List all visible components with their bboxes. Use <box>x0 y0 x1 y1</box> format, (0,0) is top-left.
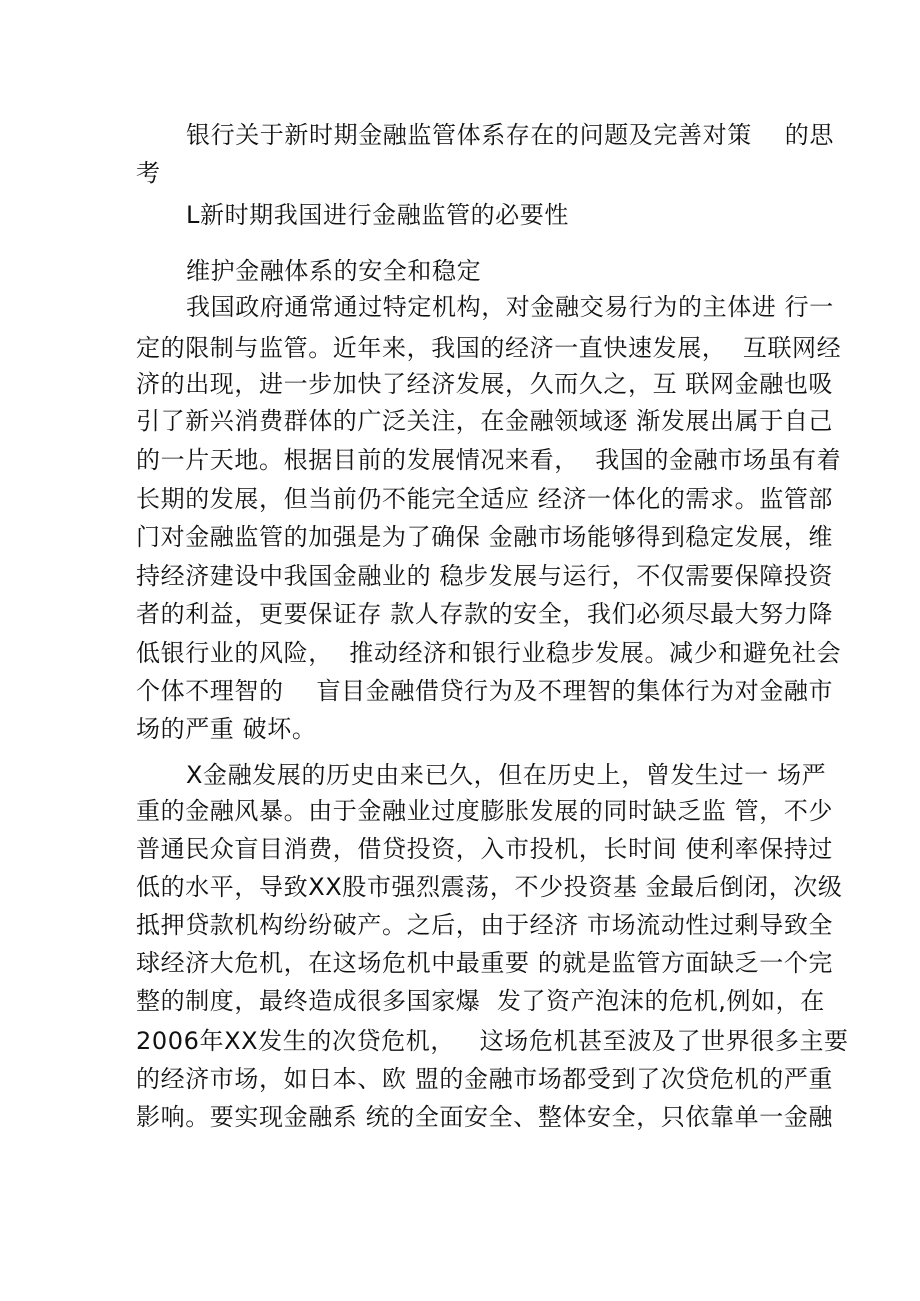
paragraph-1-line-9: 者的利益，更要保证存 款人存款的安全，我们必须尽最大努力降 <box>136 600 834 628</box>
paragraph-2-line-5: 抵押贷款机构纷纷破产。之后，由于经济 市场流动性过剩导致全 <box>136 911 834 939</box>
subsection-heading: 维护金融体系的安全和稳定 <box>186 257 482 285</box>
paragraph-2-line-6: 球经济大危机，在这场危机中最重要 的就是监管方面缺乏一个完 <box>136 949 834 977</box>
paragraph-2-line-8: 2006年XX发生的次贷危机， 这场危机甚至波及了世界很多主要 <box>136 1027 849 1055</box>
paragraph-1-line-8: 持经济建设中我国金融业的 稳步发展与运行，不仅需要保障投资 <box>136 562 834 590</box>
paragraph-2-line-9: 的经济市场，如日本、欧 盟的金融市场都受到了次贷危机的严重 <box>136 1065 834 1093</box>
paragraph-2-line-10: 影响。要实现金融系 统的全面安全、整体安全，只依靠单一金融 <box>136 1103 834 1131</box>
paragraph-1-line-12: 场的严重 破坏。 <box>136 715 317 743</box>
paragraph-1-line-11: 个体不理智的 盲目金融借贷行为及不理智的集体行为对金融市 <box>136 677 834 705</box>
paragraph-1-line-5: 的一片天地。根据目前的发展情况来看， 我国的金融市场虽有着 <box>136 446 842 474</box>
paragraph-1-line-6: 长期的发展，但当前仍不能完全适应 经济一体化的需求。监管部 <box>136 485 834 513</box>
paragraph-1-line-4: 引了新兴消费群体的广泛关注，在金融领域逐 渐发展出属于自己 <box>136 407 834 435</box>
paragraph-2-line-7: 整的制度，最终造成很多国家爆 发了资产泡沫的危机,例如，在 <box>136 987 825 1015</box>
document-title-line-2: 考 <box>136 159 161 187</box>
document-title-line-1: 银行关于新时期金融监管体系存在的问题及完善对策 的思 <box>186 121 834 149</box>
paragraph-1-line-3: 济的出现，进一步加快了经济发展，久而久之，互 联网金融也吸 <box>136 370 834 398</box>
paragraph-1-line-1: 我国政府通常通过特定机构，对金融交易行为的主体进 行一 <box>186 293 834 321</box>
paragraph-2-line-4: 低的水平，导致XX股市强烈震荡，不少投资基 金最后倒闭，次级 <box>136 873 843 901</box>
paragraph-1-line-7: 门对金融监管的加强是为了确保 金融市场能够得到稳定发展，维 <box>136 523 834 551</box>
section-heading: L新时期我国进行金融监管的必要性 <box>186 201 569 229</box>
paragraph-2-line-1: X金融发展的历史由来已久，但在历史上，曾发生过一 场严 <box>186 761 827 789</box>
paragraph-1-line-2: 定的限制与监管。近年来，我国的经济一直快速发展， 互联网经 <box>136 334 842 362</box>
paragraph-1-line-10: 低银行业的风险， 推动经济和银行业稳步发展。减少和避免社会 <box>136 639 842 667</box>
paragraph-2-line-2: 重的金融风暴。由于金融业过度膨胀发展的同时缺乏监 管，不少 <box>136 797 834 825</box>
paragraph-2-line-3: 普通民众盲目消费，借贷投资，入市投机，长时间 使利率保持过 <box>136 835 834 863</box>
